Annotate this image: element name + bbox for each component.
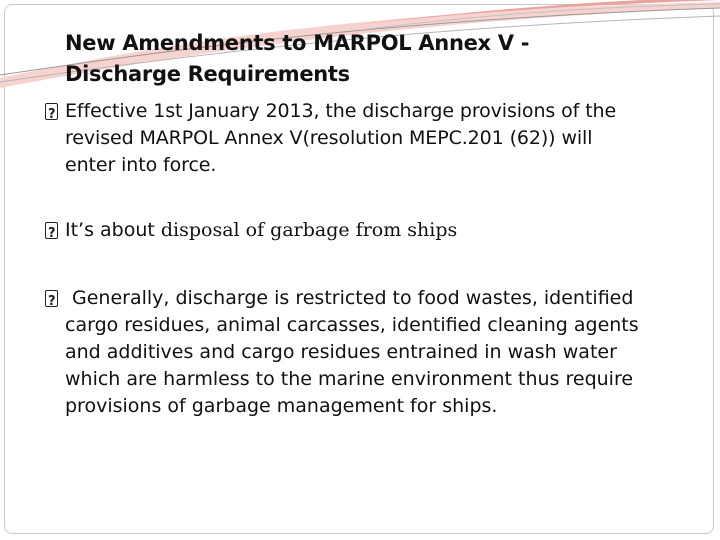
bullet-line-3: enter into force. bbox=[65, 154, 217, 176]
bullet-line-1: Effective 1st January 2013, the discharge provisions of the bbox=[65, 100, 617, 122]
bullet-line-2: cargo residues, animal carcasses, identified cleaning agents bbox=[65, 314, 639, 336]
bullet-line-5: provisions of garbage management for ships. bbox=[65, 395, 498, 417]
slide-title-line-2: Discharge Requirements bbox=[65, 62, 350, 86]
bullet-text bbox=[45, 98, 675, 179]
slide-title-line-1: New Amendments to MARPOL Annex V - bbox=[65, 31, 530, 55]
bullet-line-4: which are harmless to the marine environment thus require bbox=[65, 368, 634, 390]
bullet-line-1: Generally, discharge is restricted to food wastes, identified bbox=[72, 287, 634, 309]
bullet-text bbox=[45, 285, 675, 420]
bullet-serif-text: disposal of garbage from ships bbox=[160, 219, 458, 241]
bullet-text bbox=[45, 217, 675, 244]
bullet-placeholder-icon bbox=[45, 290, 58, 307]
bullet-line-2: revised MARPOL Annex V(resolution MEPC.201 (62)) will bbox=[65, 127, 593, 149]
bullet-line-3: and additives and cargo residues entrained in wash water bbox=[65, 341, 617, 363]
bullet-garbage-disposal bbox=[45, 217, 675, 244]
bullet-placeholder-icon bbox=[45, 222, 58, 239]
bullet-placeholder-icon bbox=[45, 103, 58, 120]
bullet-effective-date bbox=[45, 98, 675, 179]
bullet-lead-text: It’s about bbox=[65, 219, 161, 241]
slide-title bbox=[65, 28, 665, 90]
bullet-discharge-restrictions bbox=[45, 285, 675, 420]
